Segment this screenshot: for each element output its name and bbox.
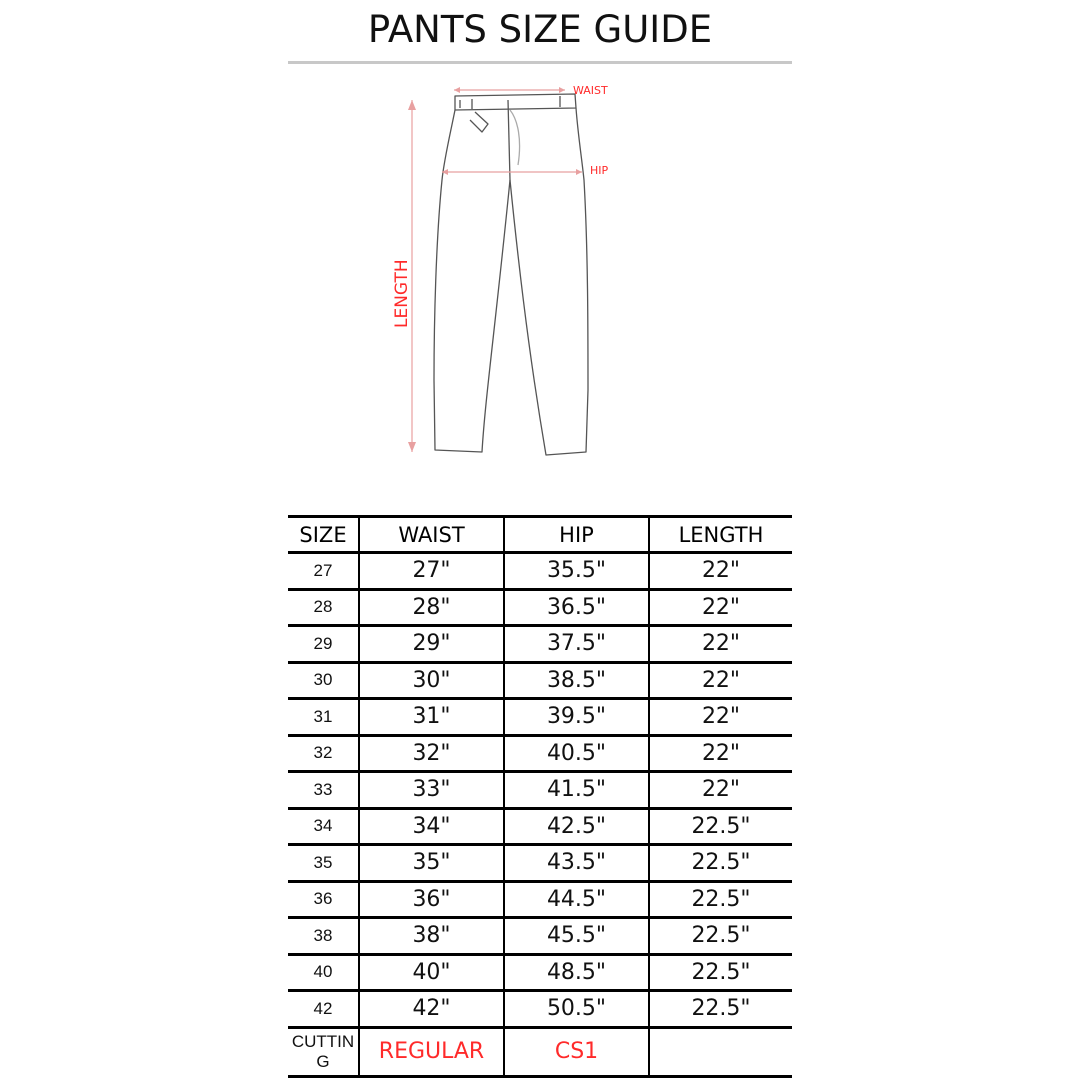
header-waist: WAIST <box>359 517 504 553</box>
cutting-row <box>288 1027 792 1076</box>
size-cell: 38 <box>288 918 359 955</box>
waist-cell: 28" <box>359 589 504 626</box>
size-cell: 31 <box>288 699 359 736</box>
cutting-length-value <box>649 1027 792 1076</box>
size-cell: 32 <box>288 735 359 772</box>
size-cell: 35 <box>288 845 359 882</box>
length-cell: 22" <box>649 589 792 626</box>
length-cell: 22.5" <box>649 954 792 991</box>
waist-cell: 32" <box>359 735 504 772</box>
table-row <box>288 991 792 1028</box>
hip-cell: 38.5" <box>504 662 649 699</box>
table-row <box>288 845 792 882</box>
waist-cell: 35" <box>359 845 504 882</box>
cutting-waist-value: REGULAR <box>359 1027 504 1076</box>
hip-cell: 44.5" <box>504 881 649 918</box>
size-cell: 40 <box>288 954 359 991</box>
length-cell: 22" <box>649 662 792 699</box>
length-cell: 22" <box>649 553 792 590</box>
size-cell: 29 <box>288 626 359 663</box>
table-row <box>288 918 792 955</box>
pants-outline <box>434 94 588 455</box>
page-title: PANTS SIZE GUIDE <box>367 8 713 51</box>
table-row <box>288 808 792 845</box>
pants-diagram <box>360 80 660 470</box>
length-cell: 22" <box>649 735 792 772</box>
hip-cell: 45.5" <box>504 918 649 955</box>
size-cell: 28 <box>288 589 359 626</box>
length-cell: 22.5" <box>649 991 792 1028</box>
size-table <box>288 515 792 1078</box>
table-row <box>288 881 792 918</box>
length-cell: 22.5" <box>649 918 792 955</box>
hip-cell: 37.5" <box>504 626 649 663</box>
table-row <box>288 626 792 663</box>
waist-cell: 31" <box>359 699 504 736</box>
table-header-row <box>288 517 792 553</box>
length-label: LENGTH <box>392 259 412 328</box>
waist-cell: 38" <box>359 918 504 955</box>
header-length: LENGTH <box>649 517 792 553</box>
waist-cell: 29" <box>359 626 504 663</box>
size-cell: 33 <box>288 772 359 809</box>
size-cell: 30 <box>288 662 359 699</box>
size-cell: 34 <box>288 808 359 845</box>
waist-label: WAIST <box>573 84 608 97</box>
waist-cell: 33" <box>359 772 504 809</box>
header-size: SIZE <box>288 517 359 553</box>
length-cell: 22" <box>649 772 792 809</box>
table-row <box>288 699 792 736</box>
length-measure <box>392 100 416 452</box>
table-row <box>288 954 792 991</box>
size-cell: 27 <box>288 553 359 590</box>
length-cell: 22" <box>649 626 792 663</box>
table-row <box>288 662 792 699</box>
cutting-hip-value: CS1 <box>504 1027 649 1076</box>
hip-cell: 35.5" <box>504 553 649 590</box>
hip-cell: 48.5" <box>504 954 649 991</box>
hip-label: HIP <box>590 164 609 177</box>
waist-cell: 42" <box>359 991 504 1028</box>
pants-illustration <box>360 80 660 470</box>
waist-cell: 36" <box>359 881 504 918</box>
hip-cell: 41.5" <box>504 772 649 809</box>
waist-cell: 30" <box>359 662 504 699</box>
cutting-label: CUTTING <box>288 1027 359 1076</box>
table-row <box>288 553 792 590</box>
table-row <box>288 735 792 772</box>
size-cell: 36 <box>288 881 359 918</box>
waist-cell: 27" <box>359 553 504 590</box>
table-row <box>288 772 792 809</box>
size-cell: 42 <box>288 991 359 1028</box>
length-cell: 22.5" <box>649 881 792 918</box>
hip-cell: 39.5" <box>504 699 649 736</box>
length-cell: 22" <box>649 699 792 736</box>
hip-cell: 43.5" <box>504 845 649 882</box>
waist-cell: 34" <box>359 808 504 845</box>
hip-cell: 50.5" <box>504 991 649 1028</box>
length-cell: 22.5" <box>649 845 792 882</box>
header-hip: HIP <box>504 517 649 553</box>
hip-cell: 36.5" <box>504 589 649 626</box>
hip-cell: 40.5" <box>504 735 649 772</box>
waist-cell: 40" <box>359 954 504 991</box>
hip-cell: 42.5" <box>504 808 649 845</box>
table-row <box>288 589 792 626</box>
title-divider <box>288 61 792 64</box>
length-cell: 22.5" <box>649 808 792 845</box>
